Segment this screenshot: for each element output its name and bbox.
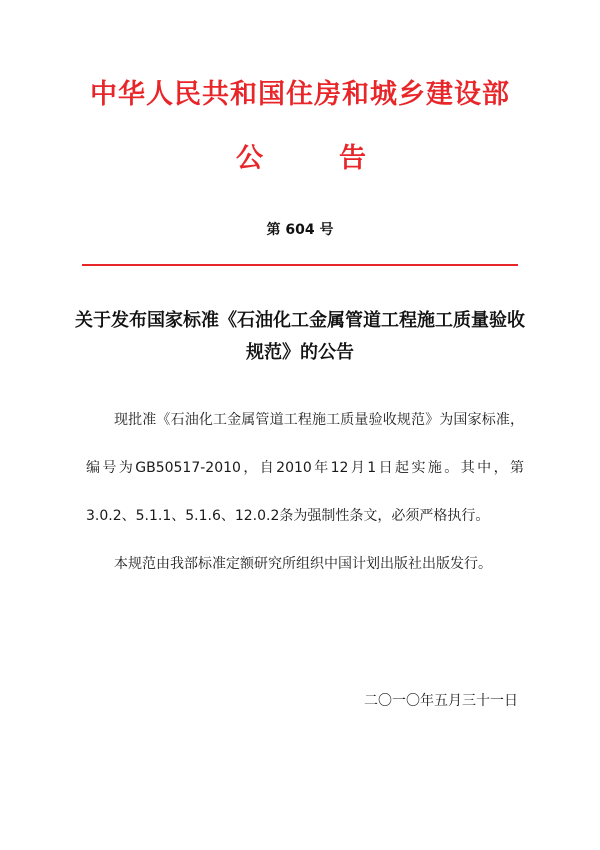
notice-title: 关于发布国家标准《石油化工金属管道工程施工质量验收规范》的公告 xyxy=(75,310,525,363)
red-divider-line xyxy=(82,264,518,266)
body-paragraph-1: 现批准《石油化工金属管道工程施工质量验收规范》为国家标准，编号为GB50517-2010，自2010年12月1日起实施。其中，第3.0.2、5.1.1、5.1.6、12.0.2条为强制性条文，必须严格执行。 xyxy=(86,412,524,524)
document-type-char-1: 公 xyxy=(236,143,263,174)
issue-date: 二〇一〇年五月三十一日 xyxy=(364,693,518,709)
document-number: 第 604 号 xyxy=(266,222,334,238)
document-type-char-2: 告 xyxy=(339,143,366,174)
issuing-authority: 中华人民共和国住房和城乡建设部 xyxy=(90,79,510,110)
body-paragraph-2: 本规范由我部标准定额研究所组织中国计划出版社出版发行。 xyxy=(114,556,492,572)
document-type xyxy=(236,136,366,175)
